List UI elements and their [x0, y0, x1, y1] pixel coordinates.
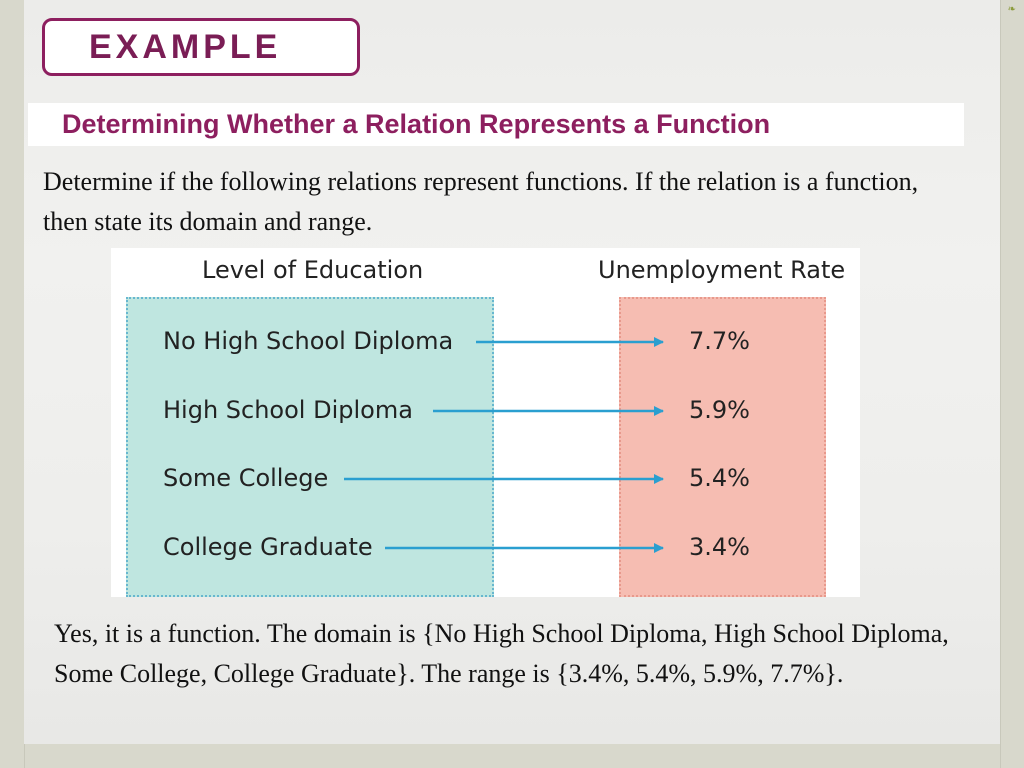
domain-item: Some College: [163, 464, 329, 492]
frame-right-line: [1000, 0, 1001, 768]
domain-item: No High School Diploma: [163, 327, 454, 355]
domain-item: High School Diploma: [163, 396, 413, 424]
answer-text: Yes, it is a function. The domain is {No High School Diploma, High School Diploma, Some College, College Graduate}. The range is {3.4%, 5.4%, 5.9%, 7.7%}.: [54, 619, 949, 688]
mapping-arrows: [111, 248, 860, 597]
range-item: 7.7%: [689, 327, 750, 355]
domain-item: College Graduate: [163, 533, 373, 561]
example-badge-label: EXAMPLE: [89, 27, 282, 66]
range-item: 5.4%: [689, 464, 750, 492]
mapping-diagram: [111, 248, 860, 597]
range-header: Unemployment Rate: [598, 256, 846, 284]
range-item: 3.4%: [689, 533, 750, 561]
instructions: Determine if the following relations represent functions. If the relation is a function, then state its domain and range.: [43, 167, 919, 236]
range-item: 5.9%: [689, 396, 750, 424]
subtitle-bar: [28, 103, 964, 146]
fleuron-icon: ❧: [1007, 4, 1016, 15]
subtitle: Determining Whether a Relation Represents a Function: [62, 109, 771, 139]
example-badge: [42, 18, 360, 76]
domain-header: Level of Education: [202, 256, 424, 284]
